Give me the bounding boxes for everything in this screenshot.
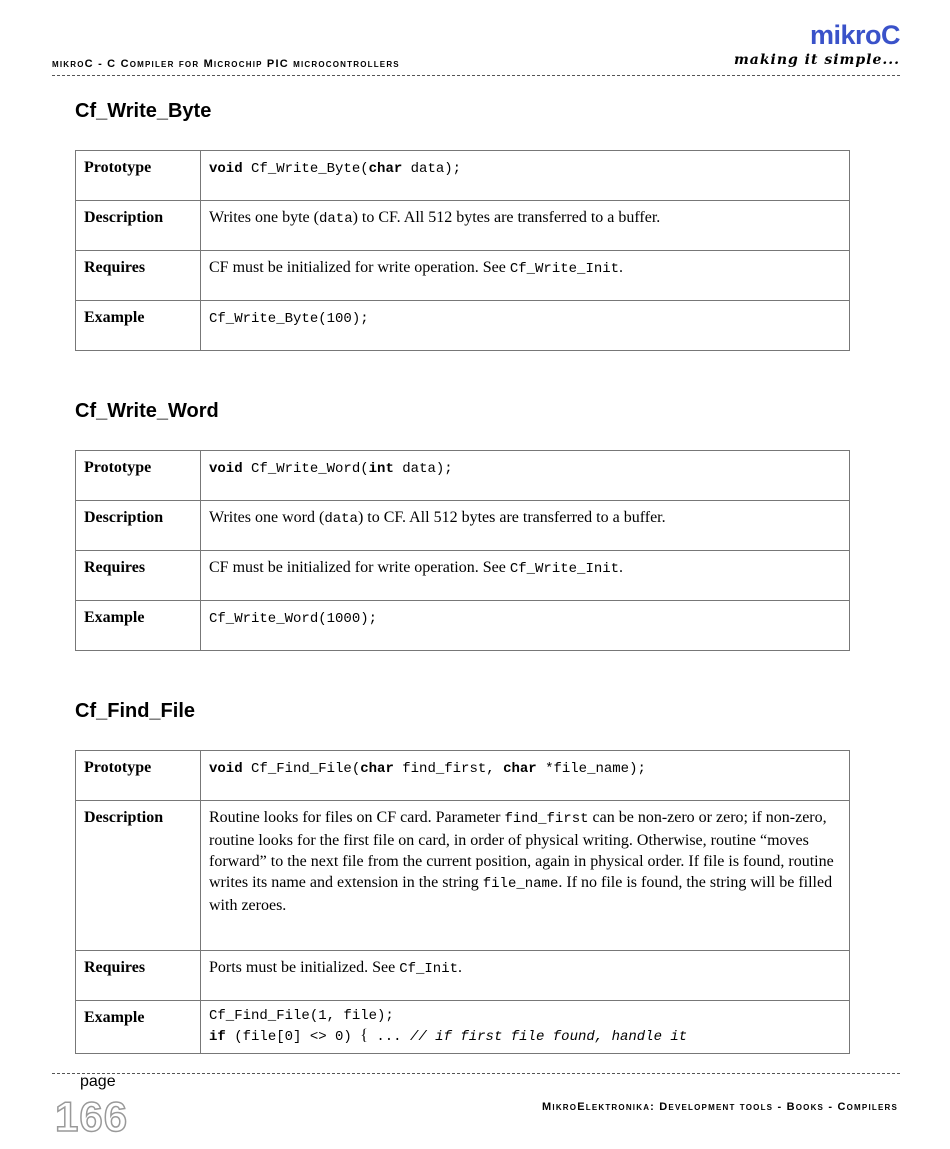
description-text: Writes one byte ( <box>209 209 319 226</box>
spec-table-cf-find-file <box>75 750 850 1054</box>
requires-label: Requires <box>76 251 201 301</box>
code-inline: Cf_Write_Init <box>509 261 620 277</box>
page-number: 166 <box>55 1093 129 1140</box>
prototype-value <box>201 751 850 801</box>
header-title: mikroC - C Compiler for Microchip PIC microcontrollers <box>52 58 400 70</box>
example-value <box>201 301 850 351</box>
table-row <box>76 201 850 251</box>
example-code: Cf_Write_Byte(100); <box>209 311 369 327</box>
description-value <box>201 501 850 551</box>
code-inline: Cf_Init <box>399 961 459 977</box>
table-row <box>76 751 850 801</box>
logo-tagline: making it simple... <box>733 52 900 68</box>
requires-value <box>201 951 850 1001</box>
requires-text: CF must be initialized for write operation. See <box>209 259 510 276</box>
example-label: Example <box>76 1001 201 1054</box>
footer-publisher: MikroElektronika: Development tools - Books - Compilers <box>542 1101 898 1113</box>
table-row <box>76 551 850 601</box>
description-text: Writes one word ( <box>209 509 325 526</box>
table-row <box>76 801 850 951</box>
table-row <box>76 151 850 201</box>
table-row <box>76 601 850 651</box>
logo <box>734 20 900 68</box>
footer-divider <box>52 1073 900 1074</box>
prototype-label: Prototype <box>76 451 201 501</box>
code-text: data); <box>393 461 453 477</box>
code-keyword: int <box>368 461 394 477</box>
header-divider <box>52 75 900 76</box>
example-label: Example <box>76 601 201 651</box>
code-inline: Cf_Write_Init <box>509 561 620 577</box>
description-text: can be non-zero or zero; if non-zero, routine looks for the first file on card, in order of physical writing. Otherwise, routine “moves forward” to the next file from the current position, again in physical order. If file is found, routine writes its name and extension in the string <box>209 809 834 891</box>
table-row <box>76 301 850 351</box>
code-keyword: char <box>368 161 403 177</box>
description-label: Description <box>76 501 201 551</box>
example-code-line-1: Cf_Find_File(1, file); <box>209 1008 394 1024</box>
requires-label: Requires <box>76 551 201 601</box>
example-value <box>201 1001 850 1054</box>
code-text: *file_name); <box>536 761 646 777</box>
prototype-label: Prototype <box>76 151 201 201</box>
requires-text: CF must be initialized for write operation. See <box>209 559 510 576</box>
prototype-value <box>201 451 850 501</box>
spec-table-cf-write-word <box>75 450 850 651</box>
requires-value <box>201 551 850 601</box>
table-row <box>76 501 850 551</box>
code-inline: data <box>318 211 353 227</box>
code-keyword: void <box>209 761 243 777</box>
requires-text: . <box>619 559 624 576</box>
requires-text: Ports must be initialized. See <box>209 959 400 976</box>
code-inline: data <box>324 511 358 527</box>
code-text: Cf_Find_File( <box>242 761 361 777</box>
code-inline: file_name <box>482 876 559 892</box>
spec-table-cf-write-byte <box>75 150 850 351</box>
requires-value <box>201 251 850 301</box>
prototype-value <box>201 151 850 201</box>
requires-text: . <box>619 259 624 276</box>
code-text: Cf_Write_Word( <box>242 461 369 477</box>
logo-text: mikroC <box>809 20 900 50</box>
code-inline: find_first <box>504 811 589 827</box>
code-brace: { <box>360 1027 368 1044</box>
example-value <box>201 601 850 651</box>
code-keyword: void <box>209 161 243 177</box>
table-row <box>76 251 850 301</box>
table-row <box>76 1001 850 1054</box>
description-label: Description <box>76 201 201 251</box>
prototype-label: Prototype <box>76 751 201 801</box>
section-title-cf-find-file: Cf_Find_File <box>75 700 196 722</box>
description-text: ) to CF. All 512 bytes are transferred to a buffer. <box>357 509 666 526</box>
requires-label: Requires <box>76 951 201 1001</box>
section-title-cf-write-word: Cf_Write_Word <box>75 400 219 422</box>
example-label: Example <box>76 301 201 351</box>
example-code-line-2 <box>209 1026 841 1047</box>
section-title-cf-write-byte: Cf_Write_Byte <box>75 100 212 122</box>
page-label: page <box>80 1073 116 1090</box>
table-row <box>76 951 850 1001</box>
description-value <box>201 201 850 251</box>
description-label: Description <box>76 801 201 951</box>
code-text: find_first, <box>393 761 504 777</box>
description-text: . If no file is found, the string will be filled with zeroes. <box>209 874 833 914</box>
code-text: data); <box>402 161 462 177</box>
code-text: ... <box>367 1029 410 1045</box>
example-code: Cf_Write_Word(1000); <box>209 611 378 627</box>
requires-text: . <box>458 959 463 976</box>
code-keyword: char <box>360 761 394 777</box>
code-keyword: if <box>209 1029 226 1045</box>
description-text: ) to CF. All 512 bytes are transferred to a buffer. <box>352 209 661 226</box>
code-keyword: char <box>503 761 537 777</box>
table-row <box>76 451 850 501</box>
description-value <box>201 801 850 951</box>
code-comment: // if first file found, handle it <box>409 1029 688 1045</box>
code-keyword: void <box>209 461 243 477</box>
code-text: Cf_Write_Byte( <box>242 161 369 177</box>
description-text: Routine looks for files on CF card. Parameter <box>209 809 505 826</box>
code-text: (file[0] <> 0) <box>225 1029 361 1045</box>
